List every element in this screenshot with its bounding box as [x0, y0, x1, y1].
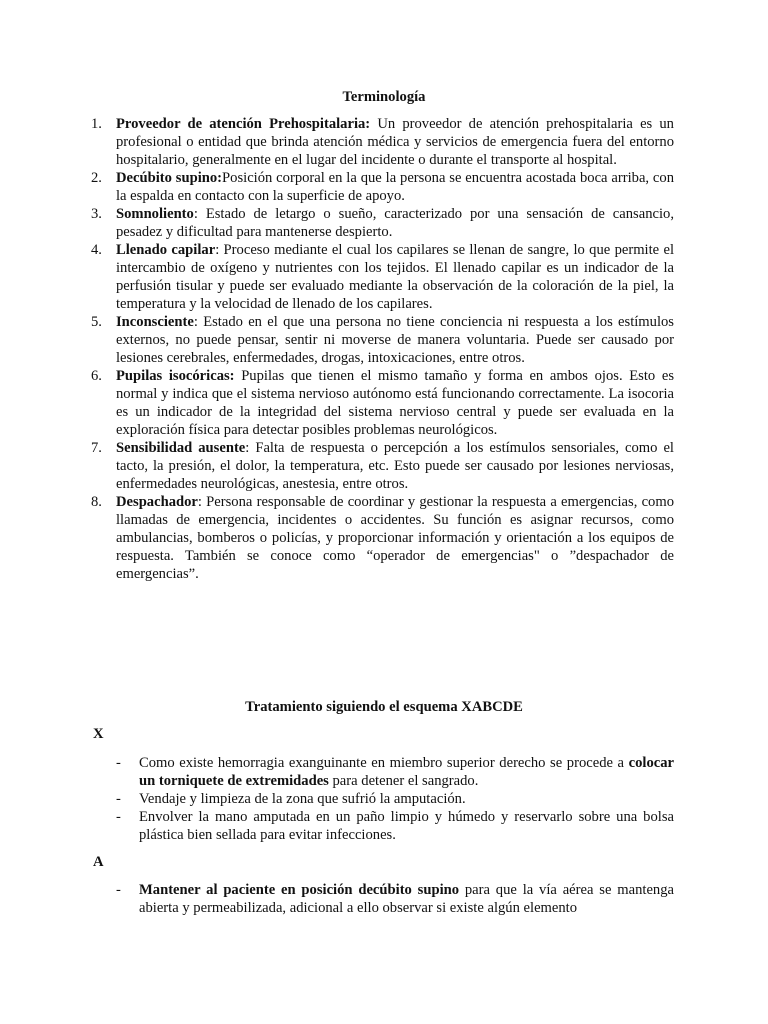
term-number: 2. [91, 170, 102, 186]
term-number: 3. [91, 206, 102, 222]
term-number: 8. [91, 494, 102, 510]
section-title-terminologia: Terminología [342, 89, 426, 105]
term-definition: : Persona responsable de coordinar y gestionar la respuesta a emergencias, como llamadas de emergencia, incidentes o accidentes. Su función es asignar recursos, como ambulancias, bomberos o policías, y proporcionar información y orientación a los equipos de respuesta. También se conoce como “operador de emergencias" o ”despachador de emergencias”. [116, 494, 674, 582]
term-item [91, 169, 674, 205]
bullet-item [116, 881, 674, 917]
term-item [91, 241, 674, 313]
term-name: Pupilas isocóricas: [116, 368, 235, 384]
section-letter-x: X [93, 726, 104, 742]
term-number: 1. [91, 116, 102, 132]
bullet-text: Vendaje y limpieza de la zona que sufrió la amputación. [139, 791, 466, 807]
bullet-dash: - [116, 882, 121, 898]
bullet-text: Envolver la mano amputada en un paño limpio y húmedo y reservarlo sobre una bolsa plástica bien sellada para evitar infecciones. [139, 809, 674, 843]
term-item [91, 439, 674, 493]
term-item [91, 115, 674, 169]
term-name: Sensibilidad ausente [116, 440, 246, 456]
bullet-dash: - [116, 809, 121, 825]
a-bullet-list [116, 881, 674, 917]
term-item [91, 313, 674, 367]
term-definition: Pupilas que tienen el mismo tamaño y forma en ambos ojos. Esto es normal y indica que el sistema nervioso autónomo está funcionando correctamente. La isocoria es un indicador de la integridad del sistema nervioso central y puede ser evaluada en la exploración física para detectar posibles problemas neurológicos. [116, 368, 674, 438]
term-item [91, 367, 674, 439]
bullet-bold-text: Mantener al paciente en posición decúbito supino [139, 882, 460, 898]
bullet-item [116, 808, 674, 844]
term-number: 6. [91, 368, 102, 384]
bullet-dash: - [116, 791, 121, 807]
bullet-dash: - [116, 755, 121, 771]
term-definition: : Estado en el que una persona no tiene conciencia ni respuesta a los estímulos externos, no puede pensar, sentir ni moverse de manera voluntaria. Puede ser causado por lesiones cerebrales, enfermedades, drogas, intoxicaciones, entre otros. [116, 314, 674, 366]
bullet-item [116, 790, 674, 808]
bullet-text: para que la vía aérea se mantenga abierta y permeabilizada, adicional a ello observar si existe algún elemento [139, 882, 674, 916]
term-definition: Posición corporal en la que la persona se encuentra acostada boca arriba, con la espalda en contacto con la superficie de apoyo. [116, 170, 674, 204]
term-name: Llenado capilar [116, 242, 216, 258]
terms-list [91, 115, 674, 583]
term-number: 4. [91, 242, 102, 258]
term-name: Decúbito supino: [116, 170, 223, 186]
bullet-item [116, 754, 674, 790]
section-title-tratamiento: Tratamiento siguiendo el esquema XABCDE [245, 699, 523, 715]
term-number: 7. [91, 440, 102, 456]
term-name: Inconsciente [116, 314, 194, 330]
term-name: Somnoliento [116, 206, 194, 222]
term-definition: : Falta de respuesta o percepción a los estímulos sensoriales, como el tacto, la presión, el dolor, la temperatura, etc. Esto puede ser causado por lesiones nerviosas, enfermedades neurológicas, anestesia, entre otros. [116, 440, 674, 492]
section-letter-a: A [93, 854, 104, 870]
bullet-text: para detener el sangrado. [328, 773, 479, 789]
term-definition: : Estado de letargo o sueño, caracterizado por una sensación de cansancio, pesadez y dificultad para mantenerse despierto. [116, 206, 674, 240]
term-definition: Un proveedor de atención prehospitalaria es un profesional o entidad que brinda atención médica y servicios de emergencia fuera del entorno hospitalario, generalmente en el lugar del incidente o durante el transporte al hospital. [116, 116, 674, 168]
term-item [91, 493, 674, 583]
term-number: 5. [91, 314, 102, 330]
bullet-bold-text: colocar un torniquete de extremidades [139, 755, 674, 789]
term-item [91, 205, 674, 241]
bullet-text: Como existe hemorragia exanguinante en miembro superior derecho se procede a [139, 755, 629, 771]
term-name: Despachador [116, 494, 198, 510]
term-name: Proveedor de atención Prehospitalaria: [116, 116, 371, 132]
term-definition: : Proceso mediante el cual los capilares se llenan de sangre, lo que permite el intercambio de oxígeno y nutrientes con los tejidos. El llenado capilar es un indicador de la perfusión tisular y puede ser evaluado mediante la observación de la coloración de la piel, la temperatura y la velocidad de llenado de los capilares. [116, 242, 674, 312]
x-bullet-list [116, 754, 674, 844]
